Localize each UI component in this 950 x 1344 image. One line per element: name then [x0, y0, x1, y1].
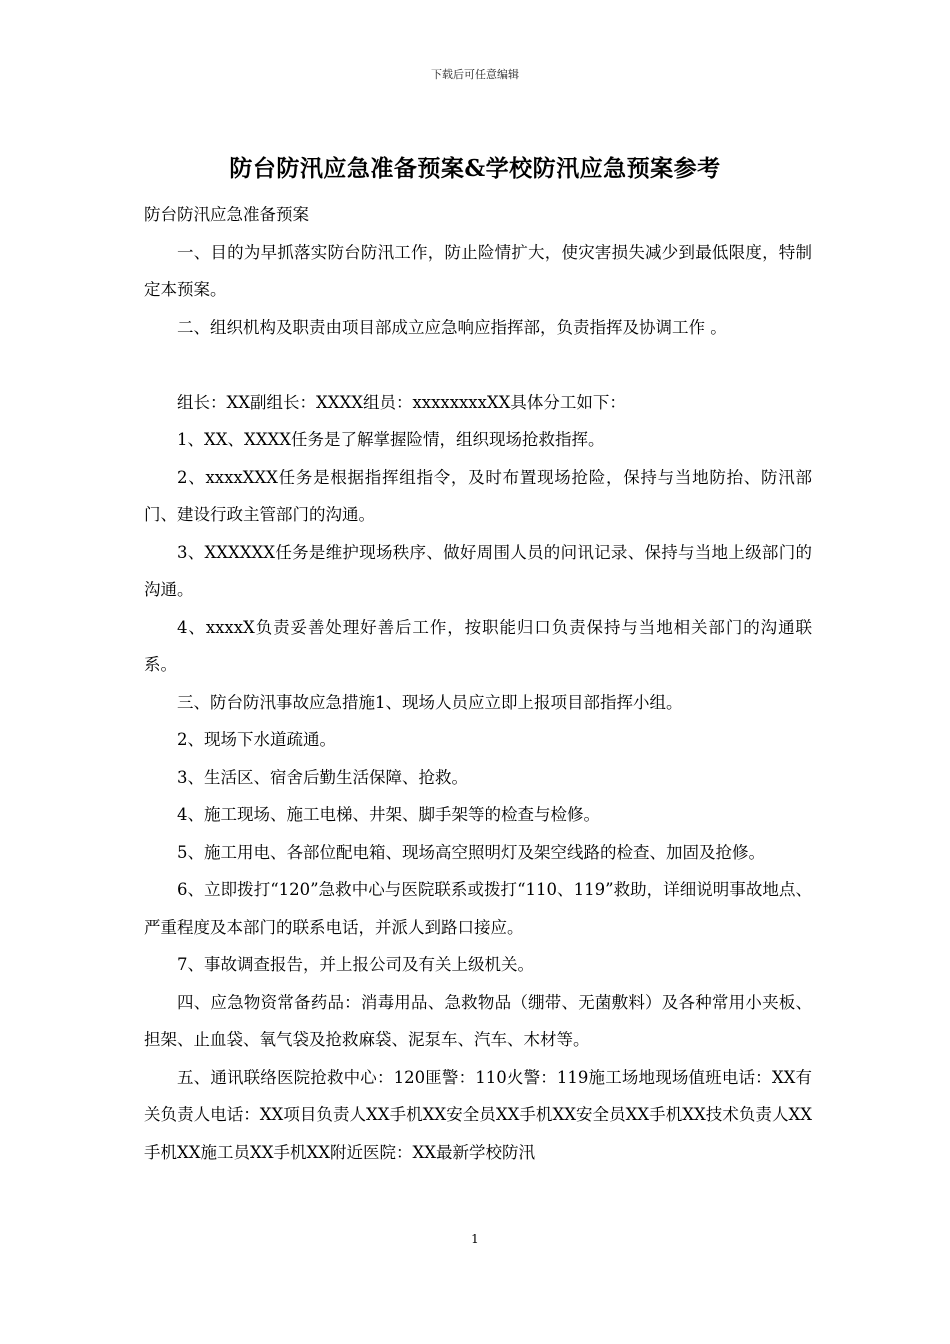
document-body: [144, 196, 812, 1171]
paragraph-task-3: 3、XXXXXX任务是维护现场秩序、做好周围人员的问讯记录、保持与当地上级部门的沟通。: [144, 542, 812, 599]
paragraph-measure-6: 6、立即拨打“120”急救中心与医院联系或拨打“110、119”救助，详细说明事故地点、严重程度及本部门的联系电话，并派人到路口接应。: [144, 880, 812, 937]
paragraph-contacts: 五、通讯联络医院抢救中心：120匪警：110火警：119施工场地现场值班电话：XX有关负责人电话：XX项目负责人XX手机XX安全员XX手机XX安全员XX手机XX技术负责人XX手机XX施工员XX手机XX附近医院：XX最新学校防汛: [144, 1067, 812, 1162]
paragraph-organization: 二、组织机构及职责由项目部成立应急响应指挥部，负责指挥及协调工作 。: [177, 317, 727, 337]
document-title: 防台防汛应急准备预案&学校防汛应急预案参考: [229, 155, 721, 182]
header-note: 下载后可任意编辑: [431, 68, 519, 81]
paragraph-measure-2: 2、现场下水道疏通。: [177, 730, 336, 749]
paragraph-measure-4: 4、施工现场、施工电梯、井架、脚手架等的检查与检修。: [177, 805, 600, 824]
blank-line: [144, 346, 812, 384]
paragraph-purpose: 一、目的为早抓落实防台防汛工作，防止险情扩大，使灾害损失减少到最低限度，特制定本预案。: [144, 242, 812, 299]
paragraph-task-1: 1、XX、XXXX任务是了解掌握险情，组织现场抢救指挥。: [177, 430, 605, 449]
paragraph-measure-5: 5、施工用电、各部位配电箱、现场高空照明灯及架空线路的检查、加固及抢修。: [177, 842, 765, 862]
page-number: 1: [471, 1232, 479, 1246]
paragraph-supplies: 四、应急物资常备药品：消毒用品、急救物品（绷带、无菌敷料）及各种常用小夹板、担架、止血袋、氧气袋及抢救麻袋、泥泵车、汽车、木材等。: [144, 992, 812, 1049]
paragraph-task-4: 4、xxxxX负责妥善处理好善后工作，按职能归口负责保持与当地相关部门的沟通联系。: [144, 617, 812, 674]
paragraph-team: 组长：XX副组长：XXXX组员：xxxxxxxxXX具体分工如下：: [177, 392, 626, 412]
paragraph-task-2: 2、xxxxXXX任务是根据指挥组指令，及时布置现场抢险，保持与当地防抬、防汛部门、建设行政主管部门的沟通。: [144, 467, 812, 524]
paragraph-measure-7: 7、事故调查报告，并上报公司及有关上级机关。: [177, 955, 534, 974]
section-subtitle: 防台防汛应急准备预案: [144, 205, 309, 224]
paragraph-measures: 三、防台防汛事故应急措施1、现场人员应立即上报项目部指挥小组。: [177, 692, 683, 712]
paragraph-measure-3: 3、生活区、宿舍后勤生活保障、抢救。: [177, 767, 468, 787]
